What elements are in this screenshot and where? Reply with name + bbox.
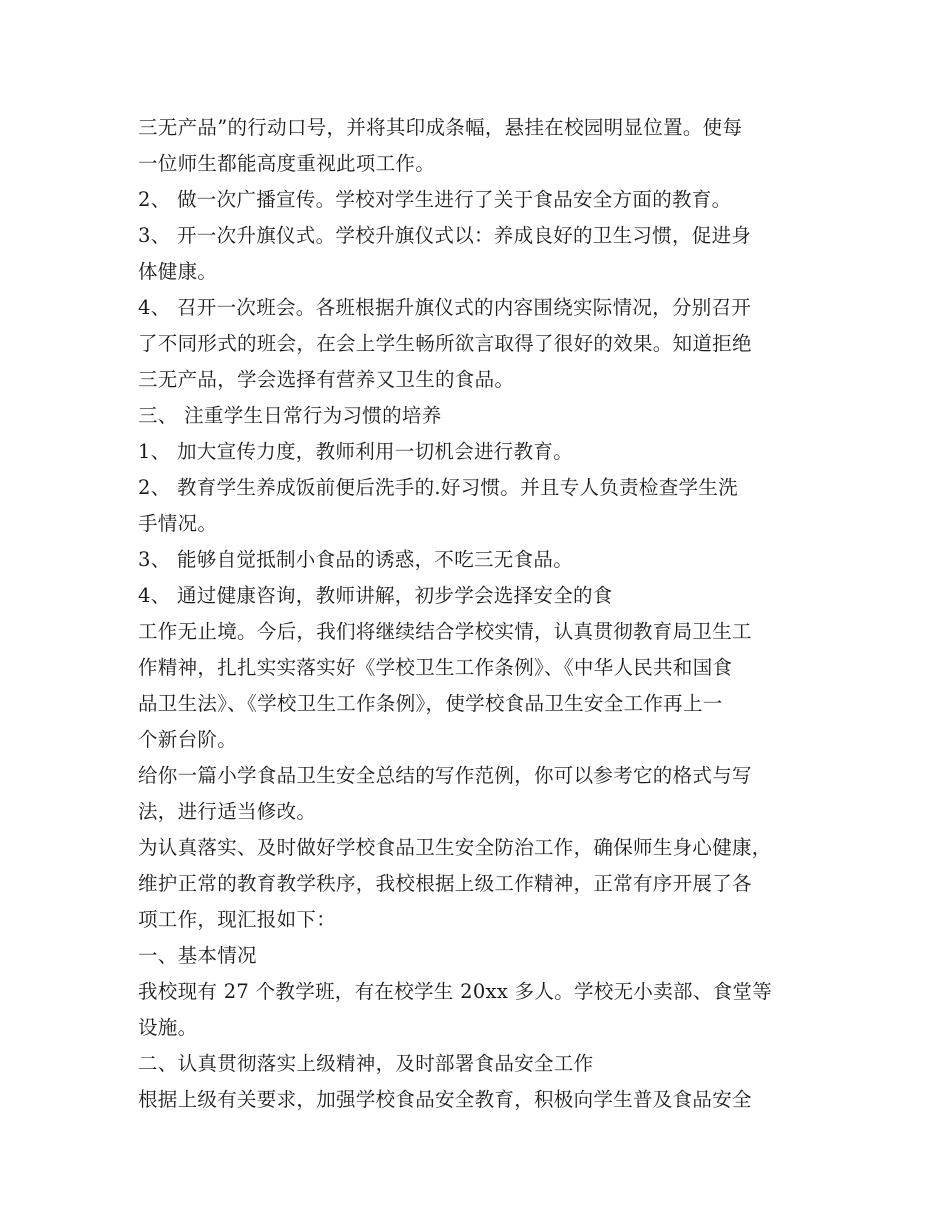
text-line: 3、 能够自觉抵制小食品的诱惑，不吃三无食品。 — [138, 548, 574, 571]
text-line: 三无产品”的行动口号，并将其印成条幅，悬挂在校园明显位置。使每 — [138, 116, 743, 139]
text-line: 一位师生都能高度重视此项工作。 — [138, 152, 436, 175]
text-line: 个新台阶。 — [138, 728, 238, 751]
text-line: 2、 做一次广播宣传。学校对学生进行了关于食品安全方面的教育。 — [138, 188, 732, 211]
text-line: 1、 加大宣传力度，教师利用一切机会进行教育。 — [138, 440, 574, 463]
text-line: 为认真落实、及时做好学校食品卫生安全防治工作，确保师生身心健康， — [138, 836, 772, 859]
text-line: 体健康。 — [138, 260, 218, 283]
text-line: 作精神，扎扎实实落实好《学校卫生工作条例》、《中华人民共和国食 — [138, 656, 733, 679]
text-line: 工作无止境。今后，我们将继续结合学校实情，认真贯彻教育局卫生工 — [138, 620, 752, 643]
text-line: 4、 召开一次班会。各班根据升旗仪式的内容围绕实际情况，分别召开 — [138, 296, 752, 319]
text-line: 法，进行适当修改。 — [138, 800, 317, 823]
section-heading: 二、认真贯彻落实上级精神，及时部署食品安全工作 — [138, 1052, 594, 1075]
text-line: 手情况。 — [138, 512, 218, 535]
section-heading: 三、 注重学生日常行为习惯的培养 — [138, 404, 442, 427]
text-line: 设施。 — [138, 1016, 198, 1039]
text-line: 2、 教育学生养成饭前便后洗手的.好习惯。并且专人负责检查学生洗 — [138, 476, 738, 499]
text-line: 我校现有 27 个教学班，有在校学生 20xx 多人。学校无小卖部、食堂等 — [138, 980, 773, 1003]
text-line: 给你一篇小学食品卫生安全总结的写作范例，你可以参考它的格式与写 — [138, 764, 752, 787]
text-line: 品卫生法》、《学校卫生工作条例》，使学校食品卫生安全工作再上一 — [138, 692, 723, 715]
text-line: 3、 开一次升旗仪式。学校升旗仪式以：养成良好的卫生习惯，促进身 — [138, 224, 752, 247]
text-line: 了不同形式的班会，在会上学生畅所欲言取得了很好的效果。知道拒绝 — [138, 332, 752, 355]
section-heading: 一、基本情况 — [138, 944, 257, 967]
text-line: 维护正常的教育教学秩序，我校根据上级工作精神，正常有序开展了各 — [138, 872, 752, 895]
text-line: 4、 通过健康咨询，教师讲解，初步学会选择安全的食 — [138, 584, 613, 607]
text-line: 三无产品，学会选择有营养又卫生的食品。 — [138, 368, 515, 391]
text-line: 根据上级有关要求，加强学校食品安全教育，积极向学生普及食品安全 — [138, 1088, 752, 1111]
text-line: 项工作，现汇报如下： — [138, 908, 337, 931]
document-body — [138, 110, 828, 1118]
